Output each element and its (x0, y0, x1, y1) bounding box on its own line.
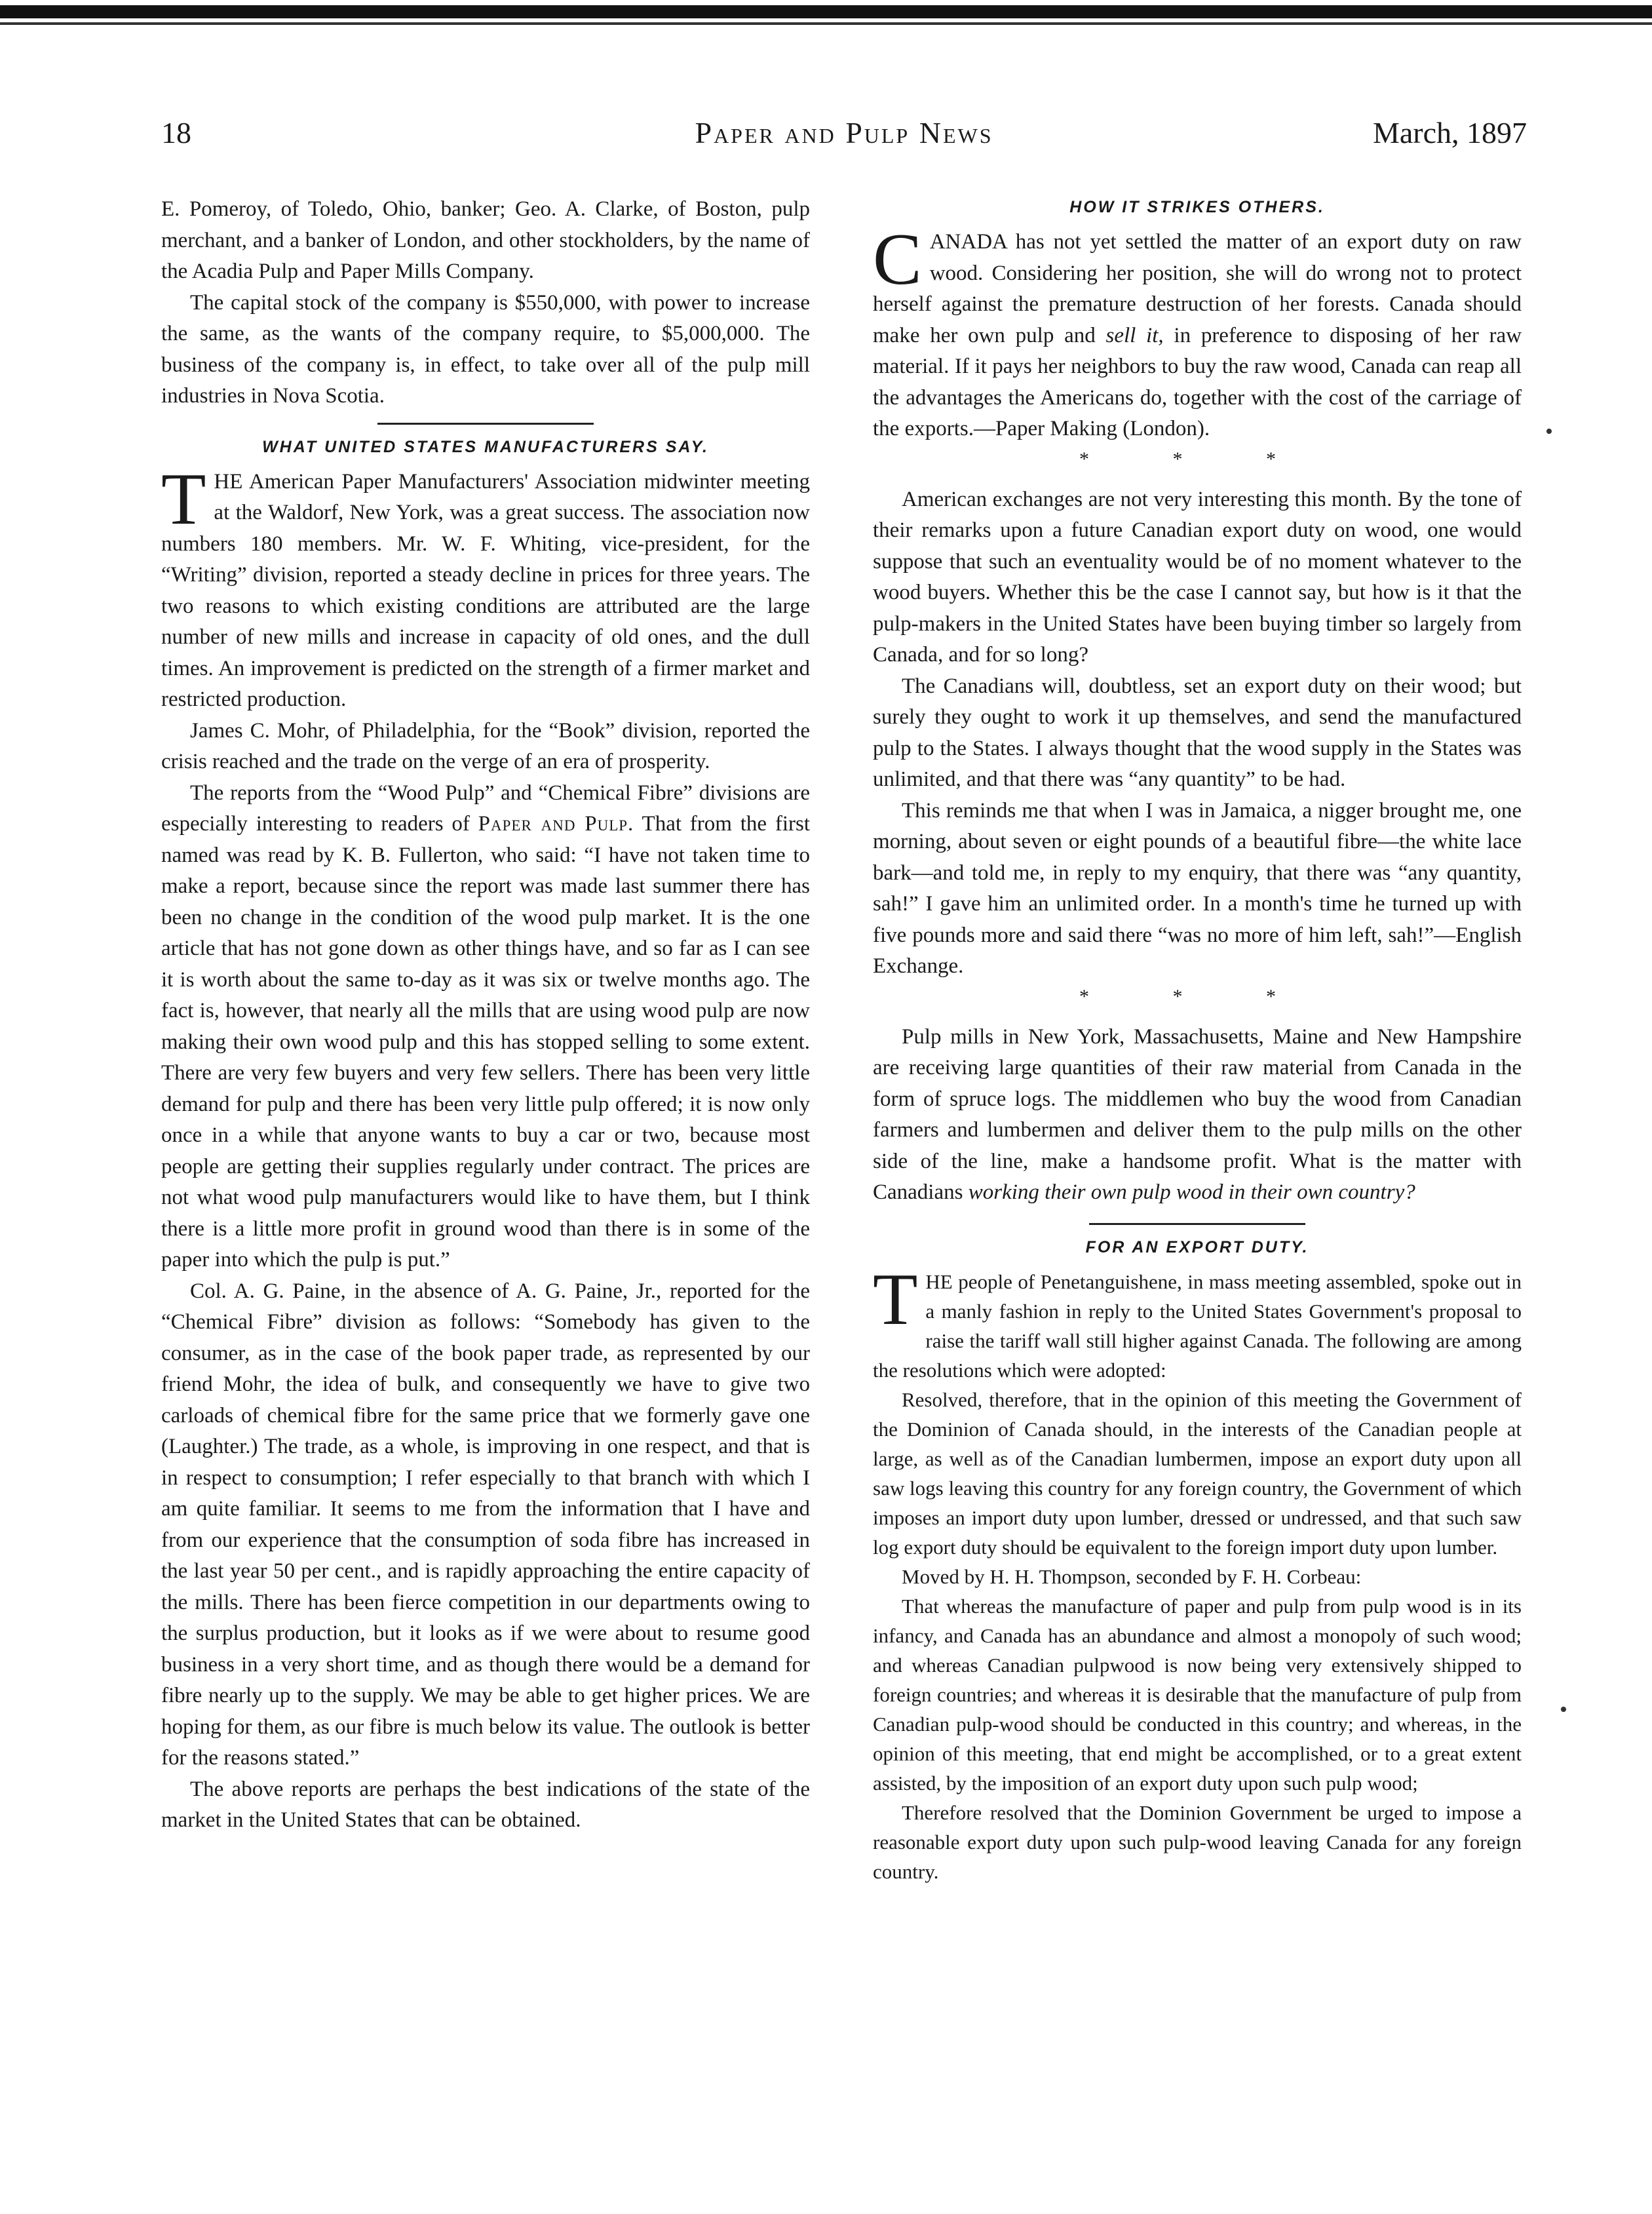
paragraph: American exchanges are not very interesting this month. By the tone of their remarks upon a future Canadian export duty on wood, one would suppose that such an eventuality would be of no moment whatever to the wood buyers. Whether this be the case I cannot say, but how is it that the pulp-makers in the United States have been buying timber so largely from Canada, and for so long? (873, 487, 1522, 667)
drop-cap: C (873, 219, 922, 300)
paragraph-text: The reports from the “Wood Pulp” and “Chemical Fibre” divisions are especially interesting to readers of (161, 781, 810, 836)
drop-cap: T (161, 458, 206, 540)
page-number: 18 (161, 116, 191, 149)
paragraph: The Canadians will, doubtless, set an export duty on their wood; but surely they ought to work it up themselves, and send the manufactured pulp to the States. I always thought that the wood supply in the States was unlimited, and that there was “any quantity” to be had. (873, 674, 1522, 791)
paragraph (873, 1022, 1522, 1209)
left-column (161, 194, 810, 1836)
paragraph: This reminds me that when I was in Jamaica, a nigger brought me, one morning, about seven or eight pounds of a beautiful fibre—the white lace bark—and told me, in reply to my enquiry, that there was “any quantity, sah!” I gave him an unlimited order. In a month's time he turned up with five pounds more and said there “was no more of him left, sah!”—English Exchange. (873, 798, 1522, 978)
top-border-thin-rule (0, 22, 1652, 25)
paragraph: Col. A. G. Paine, in the absence of A. G. Paine, Jr., reported for the “Chemical Fibre” division as follows: “Somebody has given to the consumer, as in the case of the book paper trade, as represented by our friend Mohr, the idea of bulk, and consequently we have to give two carloads of chemical fibre for the same price that we formerly gave one (Laughter.) The trade, as a whole, is improving in one respect, and that is in respect to consumption; I refer especially to that branch with which I am quite familiar. It seems to me from the information that I have and from our experience that the consumption of soda fibre has increased in the last year 50 per cent., and is rapidly approaching the entire capacity of the mills. There has been fierce competition in our departments owing to the surplus production, but it looks as if we were about to resume good business in a very short time, and as though there would be a demand for fibre nearly up to the supply. We may be able to get higher prices. We are hoping for them, as our fibre is much below its value. The outlook is better for the reasons stated.” (161, 1279, 810, 1770)
section-title: FOR AN EXPORT DUTY. (1085, 1237, 1309, 1256)
paragraph: That whereas the manufacture of paper and pulp from pulp wood is in its infancy, and Canada has an abundance and almost a monopoly of such wood; and whereas Canadian pulpwood is now being very extensively shipped to foreign countries; and whereas it is desirable that the manufacture of pulp from Canadian pulp-wood should be conducted in this country; and whereas, in the opinion of this meeting, that end might be accomplished, or to a great extent assisted, by the imposition of an export duty upon such pulp wood; (873, 1594, 1522, 1795)
journal-title: Paper and Pulp News (695, 116, 993, 149)
right-column (873, 194, 1522, 1886)
section-rule (1089, 1223, 1305, 1225)
paragraph (161, 458, 810, 716)
separator-stars: * * * (1079, 448, 1315, 470)
drop-cap: T (873, 1258, 918, 1340)
separator-stars: * * * (1079, 985, 1315, 1007)
paragraph: E. Pomeroy, of Toledo, Ohio, banker; Geo. A. Clarke, of Boston, pulp merchant, and a banker of London, and other stockholders, by the name of the Acadia Pulp and Paper Mills Company. (161, 197, 810, 283)
paragraph-text: ANADA has not yet settled the matter of an export duty on raw wood. Considering her position, she will do wrong not to protect herself against the premature destruction of her forests. Canada should make her own pulp and (873, 230, 1522, 347)
paragraph (873, 1258, 1522, 1385)
page-header (161, 115, 1527, 161)
print-speck: • (1545, 419, 1553, 444)
paragraph: Moved by H. H. Thompson, seconded by F. H. Corbeau: (902, 1564, 1362, 1588)
resolutions-block (873, 1258, 1522, 1886)
paragraph (161, 778, 810, 1276)
paragraph-text: HE people of Penetanguishene, in mass meeting assembled, spoke out in a manly fashion in reply to the United States Government's proposal to raise the tariff wall still higher against Canada. The following are among the resolutions which were adopted: (873, 1270, 1522, 1382)
print-speck: • (1560, 1698, 1567, 1722)
paragraph-text: Pulp mills in New York, Massachusetts, Maine and New Hampshire are receiving large quantities of their raw material from Canada in the form of spruce logs. The middlemen who buy the wood from Canadian farmers and lumbermen and deliver them to the pulp mills on the other side of the line, make a handsome profit. What is the matter with Canadians (873, 1024, 1522, 1204)
paragraph (873, 219, 1522, 445)
paragraph: James C. Mohr, of Philadelphia, for the “Book” division, reported the crisis reached and the trade on the verge of an era of prosperity. (161, 718, 810, 773)
paragraph: Resolved, therefore, that in the opinion of this meeting the Government of the Dominion of Canada should, in the interests of the Canadian people at large, as well as of the Canadian lumbermen, impose an export duty upon all saw logs leaving this country for any foreign country, the Government of which imposes an import duty upon lumber, dressed or undressed, and that such saw log export duty should be equivalent to the foreign import duty upon lumber. (873, 1388, 1522, 1559)
paragraph-text: in preference to disposing of her raw material. If it pays her neighbors to buy the raw wood, Canada can reap all the advantages the Americans do, together with the cost of the carriage of the exports.—Paper Making (London). (873, 323, 1522, 440)
issue-date: March, 1897 (1372, 116, 1527, 149)
emphasis-text: working their own pulp wood in their own country? (968, 1180, 1415, 1204)
paragraph: The capital stock of the company is $550,000, with power to increase the same, as the wants of the company require, to $5,000,000. The business of the company is, in effect, to take over all of the pulp mill industries in Nova Scotia. (161, 290, 810, 408)
paragraph-text: That from the first named was read by K. B. Fullerton, who said: “I have not taken time to make a report, because since the report was made last summer there has been no change in the condition of the wood pulp market. It is the one article that has not gone down as other things have, and so far as I can see it is worth about the same to-day as it was six or twelve months ago. The fact is, however, that nearly all the mills that are using wood pulp are now making their own wood pulp and this has stopped selling to some extent. There are very few buyers and very few sellers. There has been very little demand for pulp and there has been very little pulp offered; it is now only once in a while that anyone wants to buy a car or two, because most people are getting their supplies regularly under contract. The prices are not what wood pulp manufacturers would like to have them, but I think there is a little more profit in ground wood than there is in some of the paper into which the pulp is put.” (161, 812, 811, 1272)
section-title: WHAT UNITED STATES MANUFACTURERS SAY. (262, 437, 709, 456)
paragraph: Therefore resolved that the Dominion Government be urged to impose a reasonable export duty upon such pulp-wood leaving Canada for any foreign country. (873, 1800, 1522, 1883)
journal-name: Paper and Pulp. (478, 812, 634, 836)
emphasis-text: sell it, (1105, 323, 1164, 347)
paragraph: The above reports are perhaps the best indications of the state of the market in the United States that can be obtained. (161, 1777, 810, 1832)
paragraph-text: HE American Paper Manufacturers' Association midwinter meeting at the Waldorf, New York, was a great success. The association now numbers 180 members. Mr. W. F. Whiting, vice-president, for the “Writing” division, reported a steady decline in prices for three years. The two reasons to which existing conditions are attributed are the large number of new mills and increase in capacity of old ones, and the dull times. An improvement is predicted on the strength of a firmer market and restricted production. (161, 469, 810, 711)
section-rule (377, 423, 594, 425)
top-border-rule (0, 5, 1652, 18)
section-title: HOW IT STRIKES OTHERS. (1069, 198, 1325, 216)
